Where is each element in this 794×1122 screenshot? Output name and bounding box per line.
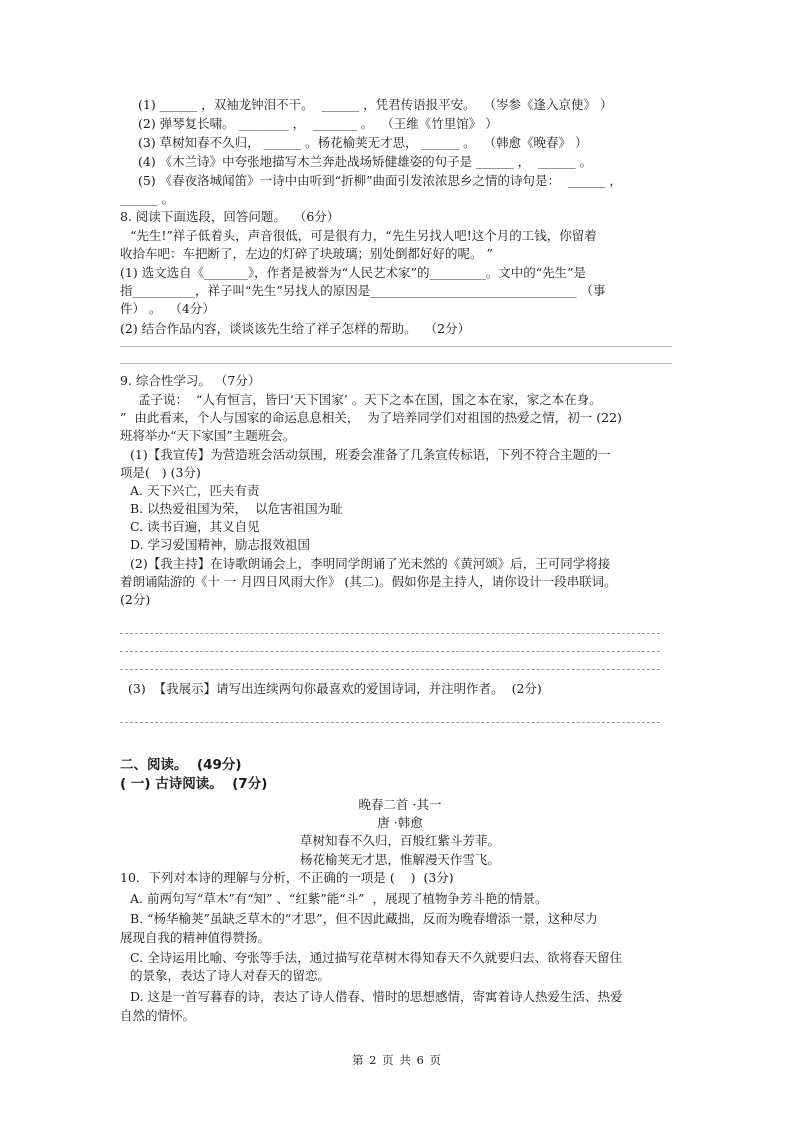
q10-stem: 10．下列对本诗的理解与分析，不正确的一项是 ( ) (3分) — [120, 870, 454, 885]
q8-sub2: (2) 结合作品内容，谈谈该先生给了祥子怎样的帮助。 （2分） — [120, 321, 471, 336]
poem-title: 晚春二首 ·其一 — [358, 797, 442, 812]
q9-option-b: B. 以热爱祖国为荣， 以危害祖国为耻 — [130, 501, 343, 516]
answer-dashed-line — [120, 722, 660, 723]
q9-sub1-line-2: 项是( ) (3分) — [120, 465, 201, 480]
q10-option-b-line-1: B. “杨华榆荚”虽缺乏草木的“才思”，但不因此藏拙，反而为晚春增添一景，这种尽力 — [130, 911, 598, 926]
q10-option-c-line-1: C. 全诗运用比喻、夸张等手法，通过描写花草树木得知春天不久就要归去、欲将春天留住 — [130, 950, 623, 965]
fill-in-line-2: (2) 弹琴复长啸。 ________ ， _______ 。 （王维《竹里馆》 ） — [138, 116, 498, 131]
answer-line — [120, 363, 672, 364]
q9-option-c: C. 读书百遍，其义自见 — [130, 519, 260, 534]
q10-option-c-line-2: 的景象，表达了诗人对春天的留恋。 — [130, 968, 331, 983]
q9-sub2-line-3: (2分) — [120, 592, 151, 607]
answer-dashed-line — [120, 651, 660, 652]
poem-line-2: 杨花榆荚无才思，惟解漫天作雪飞。 — [299, 852, 500, 867]
q9-sub1-line-1: (1)【我宣传】为营造班会活动氛围，班委会准备了几条宣传标语，下列不符合主题的一 — [130, 447, 611, 462]
fill-in-line-3: (3) 草树知春不久归， ______ 。杨花榆荚无才思， ______ 。 （韩愈《晚春》 ） — [138, 135, 588, 150]
q8-passage-line-2: 收拾车吧：车把断了，左边的灯碎了块玻璃；别处倒都好好的呢。 ” — [120, 246, 493, 261]
q9-sub2-line-2: 着朗诵陆游的《十 一 月四日风雨大作》 (其二)。假如你是主持人，请你设计一段串联词。 — [120, 574, 617, 589]
q9-sub3: (3) 【我展示】请写出连续两句你最喜欢的爱国诗词，并注明作者。 (2分) — [128, 681, 542, 696]
q9-intro-line-1: 孟子说： “人有恒言，皆曰‘天下国家’ 。天下之本在国，国之本在家，家之本在身。 — [138, 392, 602, 407]
q10-option-d-line-2: 自然的情怀。 — [120, 1008, 196, 1023]
q10-option-a: A. 前两句写“草木”有“知” 、“红紫”能“斗” ，展现了植物争芳斗艳的情景。 — [130, 891, 548, 906]
q9-intro-line-3: 班将举办“天下家国”主题班会。 — [120, 428, 296, 443]
q9-option-d: D. 学习爱国精神，励志报效祖国 — [130, 537, 311, 552]
q9-title: 9. 综合性学习。 （7分） — [120, 373, 261, 388]
q8-passage-line-1: “先生!”祥子低着头，声音很低，可是很有力，“先生另找人吧!这个月的工钱，你留着 — [130, 228, 597, 243]
fill-in-line-5a: (5) 《春夜洛城闻笛》一诗中由听到“折柳”曲面引发浓浓思乡之情的诗句是： ______ ， — [138, 173, 622, 188]
answer-dashed-line — [120, 633, 660, 634]
poem-author: 唐 ·韩愈 — [377, 815, 423, 830]
poem-line-1: 草树知春不久归，百般红紫斗芳菲。 — [299, 833, 500, 848]
page-number-footer: 第 2 页 共 6 页 — [352, 1053, 442, 1067]
q10-option-b-line-2: 展现自我的精神值得赞扬。 — [120, 930, 271, 945]
q9-intro-line-2: ” 由此看来，个人与国家的命运息息相关， 为了培养同学们对祖国的热爱之情，初一 (22) — [120, 410, 622, 425]
q8-title: 8. 阅读下面选段，回答问题。 （6分） — [120, 209, 340, 224]
fill-in-line-1: (1) ______ ，双袖龙钟泪不干。 ______ ，凭君传语报平安。 （岑参《逢入京使》 ） — [138, 97, 613, 112]
q9-sub2-line-1: (2)【我主持】在诗歌朗诵会上，李明同学朗诵了光未然的《黄河颂》后，王可同学将接 — [130, 556, 611, 571]
section-two-heading: 二、阅读。 (49分) — [120, 757, 242, 773]
q9-option-a: A. 天下兴亡，匹夫有责 — [130, 483, 260, 498]
q8-sub1-line-3: 件） 。 （4分） — [120, 301, 215, 316]
q10-option-d-line-1: D. 这是一首写暮春的诗，表达了诗人借春、惜时的思想感情，寄寓着诗人热爱生活、热爱 — [130, 989, 623, 1004]
q8-sub1-line-1: (1) 选文选自《_______》，作者是被誉为“人民艺术家”的_________。文中的“先生”是 — [120, 265, 586, 280]
fill-in-line-4: (4) 《木兰诗》中夸张地描写木兰奔赴战场矫健雄姿的句子是 ______ ， ______ 。 — [138, 154, 593, 169]
answer-line — [120, 346, 672, 347]
q8-sub1-line-2: 指__________，祥子叫“先生”另找人的原因是_________________________________ （事 — [120, 283, 606, 298]
answer-dashed-line — [120, 669, 660, 670]
section-two-subheading: ( 一) 古诗阅读。 (7分) — [120, 776, 268, 792]
fill-in-line-5b: ______ 。 — [120, 191, 174, 206]
